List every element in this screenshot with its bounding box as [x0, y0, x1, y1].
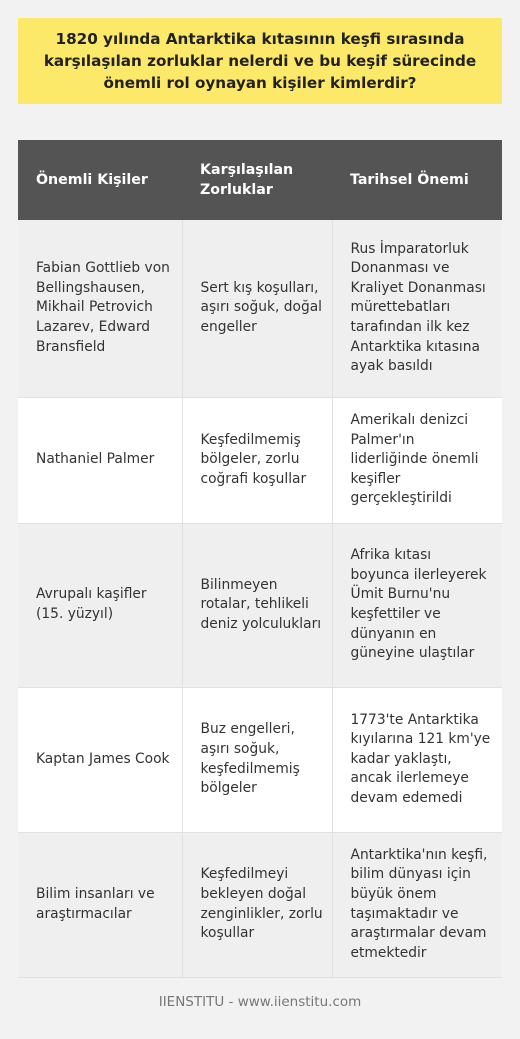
cell-people: Nathaniel Palmer — [18, 397, 182, 523]
cell-people: Avrupalı kaşifler (15. yüzyıl) — [18, 523, 182, 687]
cell-challenges: Sert kış koşulları, aşırı soğuk, doğal engeller — [182, 220, 332, 397]
cell-challenges: Keşfedilmemiş bölgeler, zorlu coğrafi koşullar — [182, 397, 332, 523]
cell-challenges: Buz engelleri, aşırı soğuk, keşfedilmemiş bölgeler — [182, 687, 332, 832]
footer-credit: IIENSTITU - www.iienstitu.com — [158, 994, 362, 1010]
table-row — [18, 523, 502, 687]
column-header-challenges: Karşılaşılan Zorluklar — [200, 162, 294, 198]
column-header-people: Önemli Kişiler — [36, 172, 148, 188]
cell-people: Fabian Gottlieb von Bellingshausen, Mikhail Petrovich Lazarev, Edward Bransfield — [18, 220, 182, 397]
info-table — [18, 140, 502, 978]
cell-significance: 1773'te Antarktika kıyılarına 121 km'ye kadar yaklaştı, ancak ilerlemeye devam edemedi — [332, 687, 502, 832]
cell-people: Bilim insanları ve araştırmacılar — [18, 832, 182, 977]
table-row — [18, 832, 502, 977]
cell-people: Kaptan James Cook — [18, 687, 182, 832]
table-row — [18, 397, 502, 523]
cell-significance: Afrika kıtası boyunca ilerleyerek Ümit Burnu'nu keşfettiler ve dünyanın en güneyine ulaştılar — [332, 523, 502, 687]
table-row — [18, 687, 502, 832]
cell-significance: Antarktika'nın keşfi, bilim dünyası için büyük önem taşımaktadır ve araştırmalar devam etmektedir — [332, 832, 502, 977]
table-row — [18, 220, 502, 397]
cell-challenges: Keşfedilmeyi bekleyen doğal zenginlikler, zorlu koşullar — [182, 832, 332, 977]
table-header-row — [18, 140, 502, 220]
cell-significance: Amerikalı denizci Palmer'ın liderliğinde önemli keşifler gerçekleştirildi — [332, 397, 502, 523]
cell-significance: Rus İmparatorluk Donanması ve Kraliyet Donanması mürettebatları tarafından ilk kez Antarktika kıtasına ayak basıldı — [332, 220, 502, 397]
page-title: 1820 yılında Antarktika kıtasının keşfi sırasında karşılaşılan zorluklar nelerdi ve bu keşif sürecinde önemli rol oynayan kişiler kimlerdir? — [43, 30, 477, 92]
title-banner — [18, 18, 502, 104]
column-header-significance: Tarihsel Önemi — [350, 172, 469, 188]
cell-challenges: Bilinmeyen rotalar, tehlikeli deniz yolculukları — [182, 523, 332, 687]
